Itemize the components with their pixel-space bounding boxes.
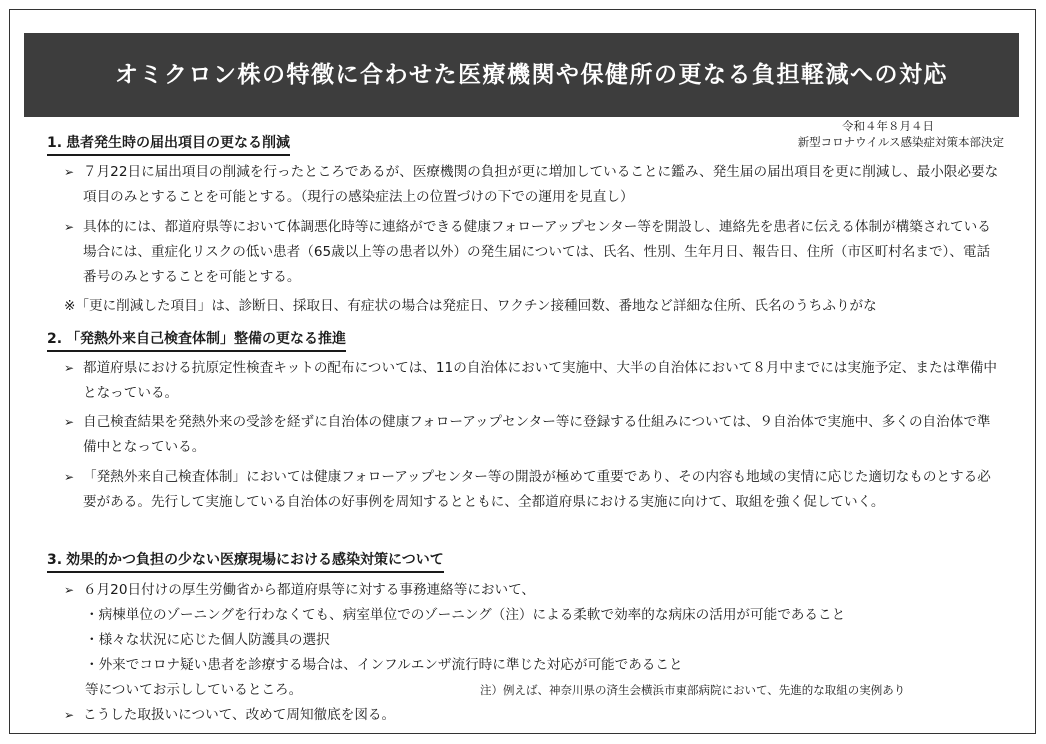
section-3-bullet-2: ・様々な状況に応じた個人防護具の選択 — [85, 632, 330, 648]
section-3-bullet-3: ・外来でコロナ疑い患者を診療する場合は、インフルエンザ流行時に準じた対応が可能であること — [85, 657, 683, 673]
paragraph-text: 具体的には、都道府県等において体調悪化時等に連絡ができる健康フォローアップセンター等を開設し、連絡先を患者に伝える体制が構築されている場合には、重症化リスクの低い患者（65歳以上等の患者以外）の発生届については、氏名、性別、生年月日、報告日、住所（市区町村名まで）、電話番号のみとすることを可能とする。 — [83, 219, 991, 285]
arrow-bullet-icon: ➢ — [64, 583, 75, 597]
arrow-bullet-icon: ➢ — [64, 220, 75, 234]
section-1-note: ※「更に削減した項目」は、診断日、採取日、有症状の場合は発症日、ワクチン接種回数、番地など詳細な住所、氏名のうちふりがな — [64, 298, 877, 314]
section-3-bullet-1: ・病棟単位のゾーニングを行わなくても、病室単位でのゾーニング（注）による柔軟で効率的な病床の活用が可能であること — [85, 607, 846, 623]
section-heading-text: 「発熱外来自己検査体制」整備の更なる推進 — [66, 331, 347, 347]
section-3-closing: 等についてお示ししているところ。 — [85, 682, 303, 698]
section-2-heading — [47, 330, 346, 352]
paragraph-text: 「発熱外来自己検査体制」においては健康フォローアップセンター等の開設が極めて重要であり、その内容も地域の実情に応じた適切なものとする必要がある。先行して実施している自治体の好事例を周知するとともに、全都道府県における実施に向けて、取組を強く促していく。 — [83, 469, 991, 510]
section-3-footnote: 注）例えば、神奈川県の済生会横浜市東部病院において、先進的な取組の実例あり — [480, 683, 906, 697]
section-heading-text: 患者発生時の届出項目の更なる削減 — [66, 135, 291, 151]
arrow-bullet-icon: ➢ — [64, 415, 75, 429]
arrow-bullet-icon: ➢ — [64, 470, 75, 484]
arrow-bullet-icon: ➢ — [64, 708, 75, 722]
arrow-bullet-icon: ➢ — [64, 361, 75, 375]
paragraph-text: 自己検査結果を発熱外来の受診を経ずに自治体の健康フォローアップセンター等に登録する仕組みについては、９自治体で実施中、多くの自治体で準備中となっている。 — [83, 414, 991, 455]
title-banner — [24, 33, 1019, 117]
arrow-bullet-icon: ➢ — [64, 165, 75, 179]
section-2-paragraph-1 — [64, 356, 999, 406]
paragraph-text: ６月20日付けの厚生労働省から都道府県等に対する事務連絡等において、 — [83, 582, 536, 598]
section-3-final — [64, 703, 999, 728]
section-number: 1. — [47, 135, 63, 151]
section-3-heading — [47, 551, 444, 573]
section-1-paragraph-2 — [64, 215, 999, 290]
section-3-intro — [64, 578, 999, 603]
section-number: 2. — [47, 331, 63, 347]
page-title: オミクロン株の特徴に合わせた医療機関や保健所の更なる負担軽減への対応 — [115, 62, 948, 88]
decision-date: 令和４年８月４日 — [842, 119, 934, 133]
section-1-heading — [47, 134, 290, 156]
section-1-paragraph-1 — [64, 160, 999, 210]
document-meta — [798, 118, 1004, 150]
paragraph-text: 都道府県における抗原定性検査キットの配布については、11の自治体において実施中、大半の自治体において８月中までには実施予定、または準備中となっている。 — [83, 360, 997, 401]
section-number: 3. — [47, 552, 63, 568]
section-2-paragraph-3 — [64, 465, 999, 515]
section-2-paragraph-2 — [64, 410, 999, 460]
issuing-org: 新型コロナウイルス感染症対策本部決定 — [797, 135, 1004, 149]
section-heading-text: 効果的かつ負担の少ない医療現場における感染対策について — [66, 552, 444, 568]
paragraph-text: こうした取扱いについて、改めて周知徹底を図る。 — [83, 707, 396, 723]
paragraph-text: ７月22日に届出項目の削減を行ったところであるが、医療機関の負担が更に増加していることに鑑み、発生届の届出項目を更に削減し、最小限必要な項目のみとすることを可能とする。（現行の感染症法上の位置づけの下での運用を見直し） — [83, 164, 999, 205]
